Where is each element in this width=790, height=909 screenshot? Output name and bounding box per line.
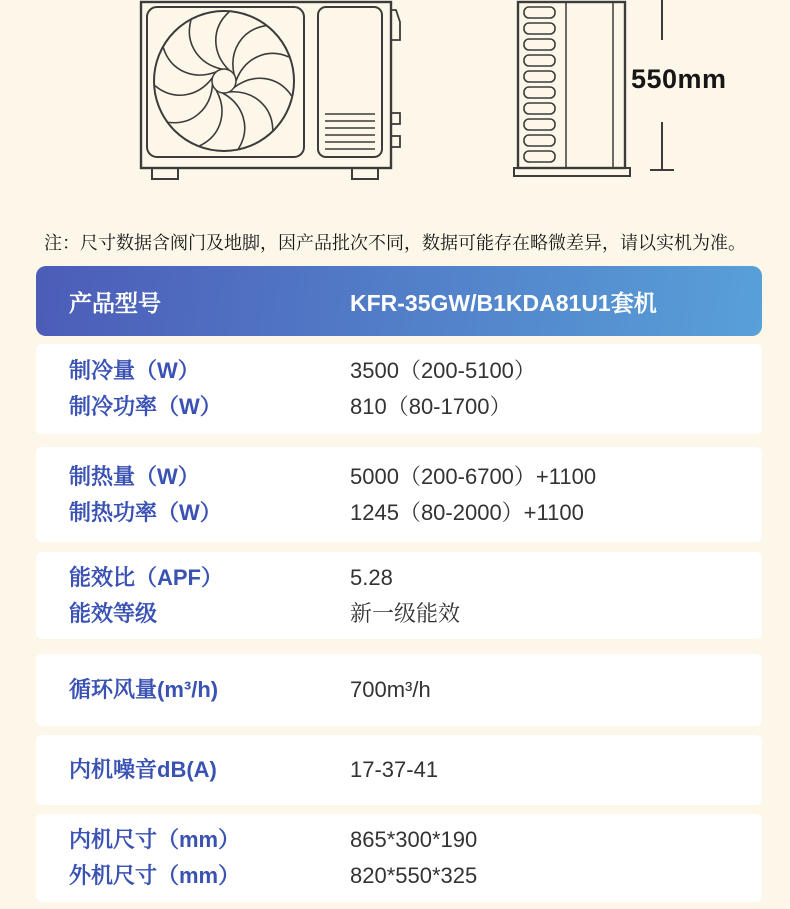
vent-lines [325,114,375,149]
spec-value: 5000（200-6700）+1100 [350,463,597,489]
spec-value: 新一级能效 [350,600,461,626]
spec-row [36,353,762,389]
spec-value: 5.28 [350,564,393,590]
spec-row [36,858,762,894]
height-dimension-label: 550mm [631,64,727,94]
spec-row [36,822,762,858]
spec-label: 能效等级 [69,600,158,626]
spec-row [36,560,762,596]
spec-label: 制冷量（W） [69,358,200,383]
spec-value: 820*550*325 [350,863,478,888]
spec-row [36,495,762,531]
spec-card-cooling [36,344,762,434]
spec-card-airflow [36,654,762,726]
outdoor-unit-diagrams [0,0,790,225]
spec-row [36,389,762,425]
spec-value: 810（80-1700） [350,394,512,419]
spec-table [36,266,762,902]
spec-value: 17-37-41 [350,757,439,782]
outdoor-unit-side-drawing [514,2,630,176]
spec-card-noise [36,735,762,805]
spec-label: 制热功率（W） [69,499,222,525]
spec-row [36,459,762,495]
spec-card-heating [36,447,762,542]
spec-value: 3500（200-5100） [350,358,536,383]
fan-icon [154,10,294,151]
model-number: KFR-35GW/B1KDA81U1套机 [350,289,657,316]
spec-label: 能效比（APF） [69,564,224,590]
spec-label: 内机尺寸（mm） [69,827,241,852]
spec-card-efficiency [36,552,762,639]
spec-row [36,672,762,708]
spec-label: 制热量（W） [69,463,200,489]
spec-label: 循环风量(m³/h) [69,677,219,702]
spec-label: 内机噪音dB(A) [69,757,217,782]
spec-value: 700m³/h [350,677,431,702]
spec-row [36,596,762,632]
disclaimer-note: 注：尺寸数据含阀门及地脚，因产品批次不同，数据可能存在略微差异，请以实机为准。 [44,233,746,253]
spec-label: 制冷功率（W） [69,394,222,419]
spec-label: 外机尺寸（mm） [69,863,241,888]
spec-value: 1245（80-2000）+1100 [350,499,584,525]
model-header-label: 产品型号 [69,289,161,316]
spec-card-dimensions [36,814,762,902]
spec-row [36,752,762,788]
spec-table-header [36,266,762,336]
side-vent-slots [524,7,555,162]
outdoor-unit-front-drawing [141,2,400,179]
spec-value: 865*300*190 [350,827,478,852]
